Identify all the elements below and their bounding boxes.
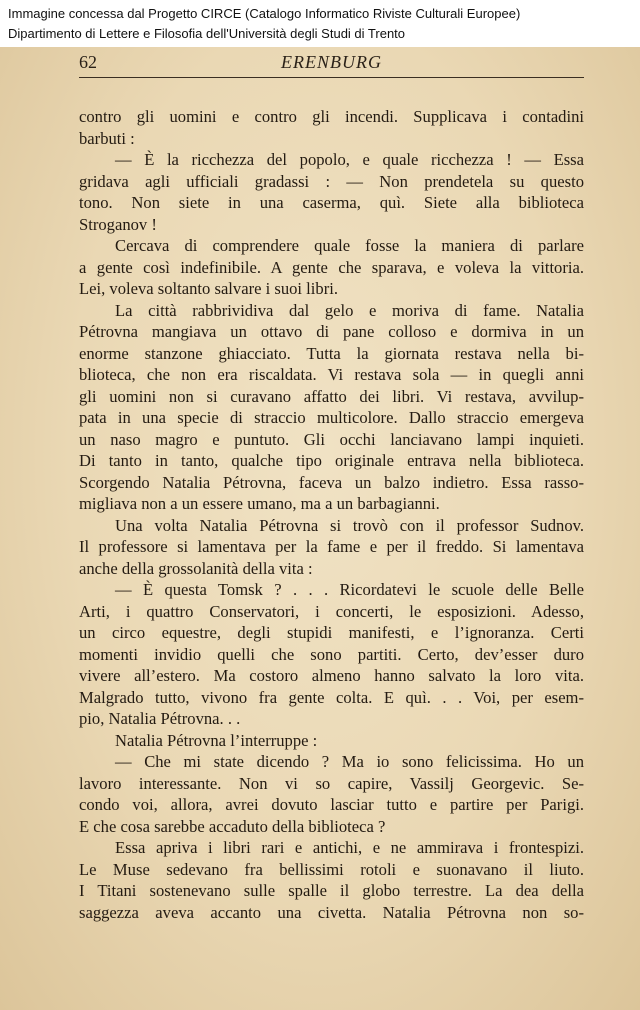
text-line: Stroganov !: [79, 214, 157, 234]
text-line: Pétrovna mangiava un ottavo di pane colloso e dormiva in un: [79, 322, 584, 341]
text-line: tono. Non siete in una caserma, quì. Siete alla biblioteca: [79, 193, 584, 212]
attribution-banner: [0, 0, 640, 47]
running-title: ERENBURG: [281, 52, 382, 72]
text-line: Malgrado tutto, vivono fra gente colta. E quì. . . Voi, per esem-: [79, 687, 584, 707]
text-line: Una volta Natalia Pétrovna si trovò con il professor Sudnov.: [115, 515, 584, 535]
text-line: enorme stanzone ghiacciato. Tutta la giornata restava nella bi-: [79, 343, 584, 363]
text-line: Di tanto in tanto, qualche tipo originale entrava nella biblioteca.: [79, 451, 584, 470]
text-line: pata in una specie di straccio multicolore. Dallo straccio emergeva: [79, 408, 584, 427]
text-line: Le Muse sedevano fra bellissimi rotoli e suonavano il liuto.: [79, 859, 584, 879]
body-text: [79, 106, 584, 923]
text-line: blioteca, che non era riscaldata. Vi restava sola — in quegli anni: [79, 365, 584, 384]
text-line: gridava agli ufficiali gradassi : — Non prendetela su questo: [79, 171, 584, 191]
running-head: [79, 50, 584, 76]
text-line: La città rabbrividiva dal gelo e moriva di fame. Natalia: [115, 300, 584, 320]
text-line: Natalia Pétrovna l’interruppe :: [115, 730, 318, 750]
text-line: anche della grossolanità della vita :: [79, 558, 313, 578]
text-line: saggezza aveva accanto una civetta. Natalia Pétrovna non so-: [79, 902, 584, 922]
text-line: momenti invidio quelli che sono partiti. Certo, dev’esser duro: [79, 644, 584, 664]
header-rule: [79, 77, 584, 78]
text-line: barbuti :: [79, 128, 135, 148]
text-line: vivere all’estero. Ma costoro almeno hanno salvato la loro vita.: [79, 666, 584, 685]
attribution-line-1: Immagine concessa dal Progetto CIRCE (Catalogo Informatico Riviste Culturali Europee): [8, 6, 521, 21]
text-line: migliava non a un essere umano, ma a un barbagianni.: [79, 494, 440, 513]
text-line: Arti, i quattro Conservatori, i concerti, le esposizioni. Adesso,: [79, 601, 584, 621]
text-line: Il professore si lamentava per la fame e per il freddo. Si lamentava: [79, 537, 584, 556]
text-line: Scorgendo Natalia Pétrovna, faceva un balzo indietro. Essa rasso-: [79, 472, 584, 492]
text-line: E che cosa sarebbe accaduto della biblioteca ?: [79, 816, 386, 836]
text-line: Cercava di comprendere quale fosse la maniera di parlare: [115, 236, 584, 255]
text-line: gli uomini non si curavano affatto dei libri. Vi restava, avvilup-: [79, 386, 584, 406]
text-line: pio, Natalia Pétrovna. . .: [79, 709, 241, 728]
text-line: a gente così indefinibile. A gente che sparava, e voleva la vittoria.: [79, 257, 584, 277]
text-line: un naso magro e puntuto. Gli occhi lanciavano lampi inquieti.: [79, 429, 584, 449]
text-line: — È questa Tomsk ? . . . Ricordatevi le scuole delle Belle: [115, 580, 584, 599]
text-line: contro gli uomini e contro gli incendi. Supplicava i contadini: [79, 107, 584, 126]
text-line: Essa apriva i libri rari e antichi, e ne ammirava i frontespizi.: [115, 838, 584, 857]
text-line: Lei, voleva soltanto salvare i suoi libri.: [79, 279, 338, 298]
attribution-line-2: Dipartimento di Lettere e Filosofia dell'Università degli Studi di Trento: [8, 26, 406, 41]
text-line: lavoro interessante. Non vi so capire, Vassilj Georgevic. Se-: [79, 773, 584, 793]
text-line: un circo equestre, degli stupidi manifesti, e l’ignoranza. Certi: [79, 623, 584, 642]
text-line: — È la ricchezza del popolo, e quale ricchezza ! — Essa: [115, 150, 584, 169]
text-line: I Titani sostenevano sulle spalle il globo terrestre. La dea della: [79, 881, 584, 900]
text-line: condo voi, allora, avrei dovuto lasciar tutto e partire per Parigi.: [79, 795, 584, 814]
text-line: — Che mi state dicendo ? Ma io sono felicissima. Ho un: [115, 752, 584, 771]
page-number: 62: [79, 52, 97, 72]
